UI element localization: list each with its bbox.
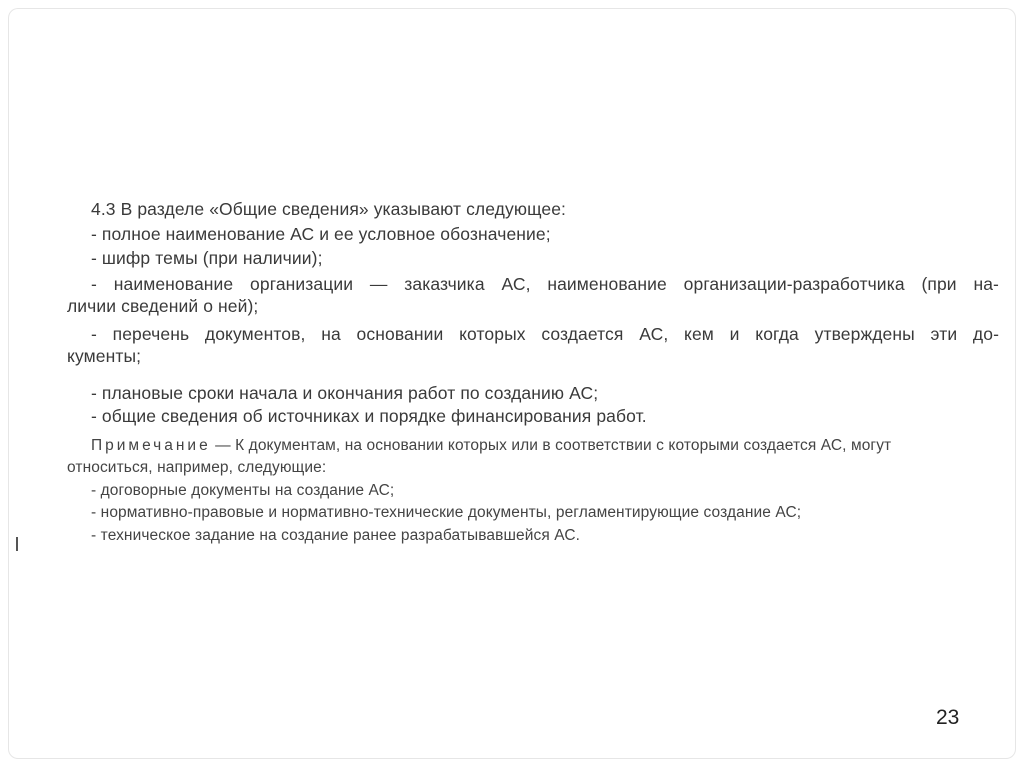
page-number: 23: [936, 706, 960, 729]
list-item: - общие сведения об источниках и порядке финансирования работ.: [91, 406, 647, 426]
list-item: - перечень документов, на основании которых создается АС, кем и когда утверждены эти до-: [91, 324, 999, 344]
list-item: - полное наименование АС и ее условное обозначение;: [91, 224, 551, 244]
note-list-item: - техническое задание на создание ранее разрабатывавшейся АС.: [91, 527, 581, 544]
list-item: - плановые сроки начала и окончания работ по созданию АС;: [91, 383, 599, 403]
note-intro-continuation: относиться, например, следующие:: [67, 459, 327, 476]
margin-mark: [16, 537, 18, 551]
list-item: - шифр темы (при наличии);: [91, 248, 323, 268]
note-intro-text: — К документам, на основании которых или в соответствии с которыми создается АС, могут: [215, 437, 892, 454]
note-list-item: - договорные документы на создание АС;: [91, 482, 395, 499]
note-list-item: - нормативно-правовые и нормативно-технические документы, регламентирующие создание АС;: [91, 504, 802, 521]
list-item-continuation: кументы;: [67, 346, 142, 366]
note-intro: [91, 436, 891, 456]
list-item-continuation: личии сведений о ней);: [67, 296, 259, 316]
section-heading: 4.3 В разделе «Общие сведения» указывают следующее:: [91, 199, 566, 219]
note-label: Примечание: [91, 437, 211, 454]
list-item: - наименование организации — заказчика АС, наименование организации-разработчика (при на-: [91, 274, 999, 294]
